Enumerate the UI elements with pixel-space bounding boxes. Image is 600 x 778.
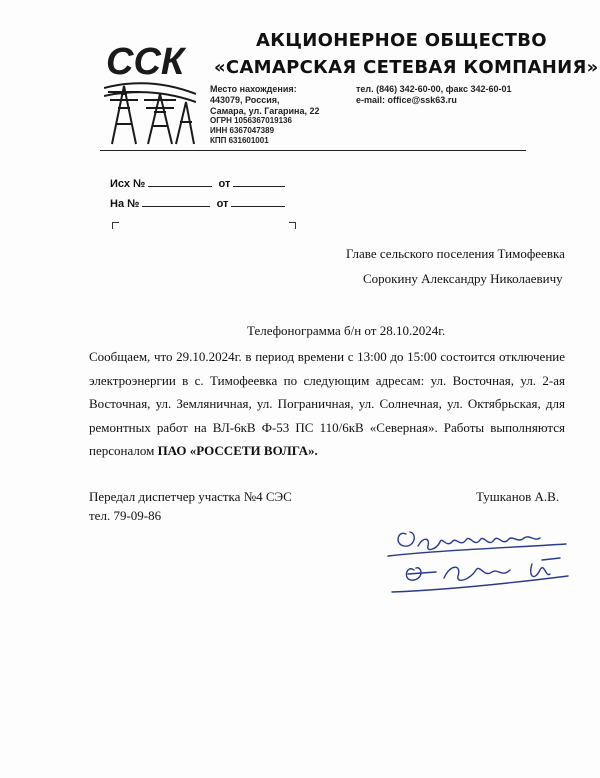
handwritten-signature xyxy=(384,520,570,616)
incoming-date-blank xyxy=(231,196,285,207)
inn: ИНН 6367047389 xyxy=(210,126,275,135)
address-label: Место нахождения: xyxy=(210,84,297,94)
address-corner-right xyxy=(289,222,296,229)
incoming-number-blank xyxy=(142,196,210,207)
sender-line: Передал диспетчер участка №4 СЭС xyxy=(89,489,292,504)
kpp: КПП 631601001 xyxy=(210,136,269,145)
address-line1: 443079, Россия, xyxy=(210,95,280,105)
outgoing-number-line xyxy=(110,176,285,190)
incoming-label: На № xyxy=(110,198,140,210)
power-tower-icon xyxy=(104,83,196,144)
company-title-line2: «САМАРСКАЯ СЕТЕВАЯ КОМПАНИЯ» xyxy=(214,57,599,78)
body-text: Сообщаем, что 29.10.2024г. в период времени с 13:00 до 15:00 состоится отключение электроэнергии в с. Тимофеевка по следующим адресам: ул. Восточная, ул. 2-ая Восточная, ул. Земляничная, ул. Пограничная, ул. Солнечная, ул. Октябрьская, для ремонтных работ на ВЛ-6кВ Ф-53 ПС 110/6кВ «Северная». Работы выполняются персоналом xyxy=(89,349,565,458)
addressee-line2: Сорокину Александру Николаевичу xyxy=(363,271,563,286)
letter-body xyxy=(89,345,565,463)
outgoing-date-label: от xyxy=(218,178,231,190)
sender-phone: тел. 79-09-86 xyxy=(89,508,162,523)
incoming-number-line xyxy=(110,196,285,210)
company-registry-ids xyxy=(210,116,292,146)
company-email: e-mail: office@ssk63.ru xyxy=(356,95,457,105)
address-corner-left xyxy=(112,222,119,229)
company-address xyxy=(210,84,320,117)
header-divider xyxy=(100,150,526,151)
company-contacts xyxy=(356,84,511,106)
address-line2: Самара, ул. Гагарина, 22 xyxy=(210,106,320,116)
company-phone: тел. (846) 342-60-00, факс 342-60-01 xyxy=(356,84,512,94)
incoming-date-label: от xyxy=(216,198,229,210)
outgoing-label: Исх № xyxy=(110,178,146,190)
document-subject: Телефонограмма б/н от 28.10.2024г. xyxy=(247,323,446,338)
ogrn: ОГРН 1056367019136 xyxy=(210,116,292,125)
outgoing-number-blank xyxy=(148,176,212,187)
signer-name: Тушканов А.В. xyxy=(476,489,560,504)
addressee-line1: Главе сельского поселения Тимофеевка xyxy=(346,246,565,261)
logo-text: ССК xyxy=(106,41,185,83)
contractor-name: ПАО «РОССЕТИ ВОЛГА». xyxy=(157,443,318,458)
company-title-line1: АКЦИОНЕРНОЕ ОБЩЕСТВО xyxy=(256,30,547,51)
company-logo xyxy=(104,36,196,146)
outgoing-date-blank xyxy=(233,176,285,187)
